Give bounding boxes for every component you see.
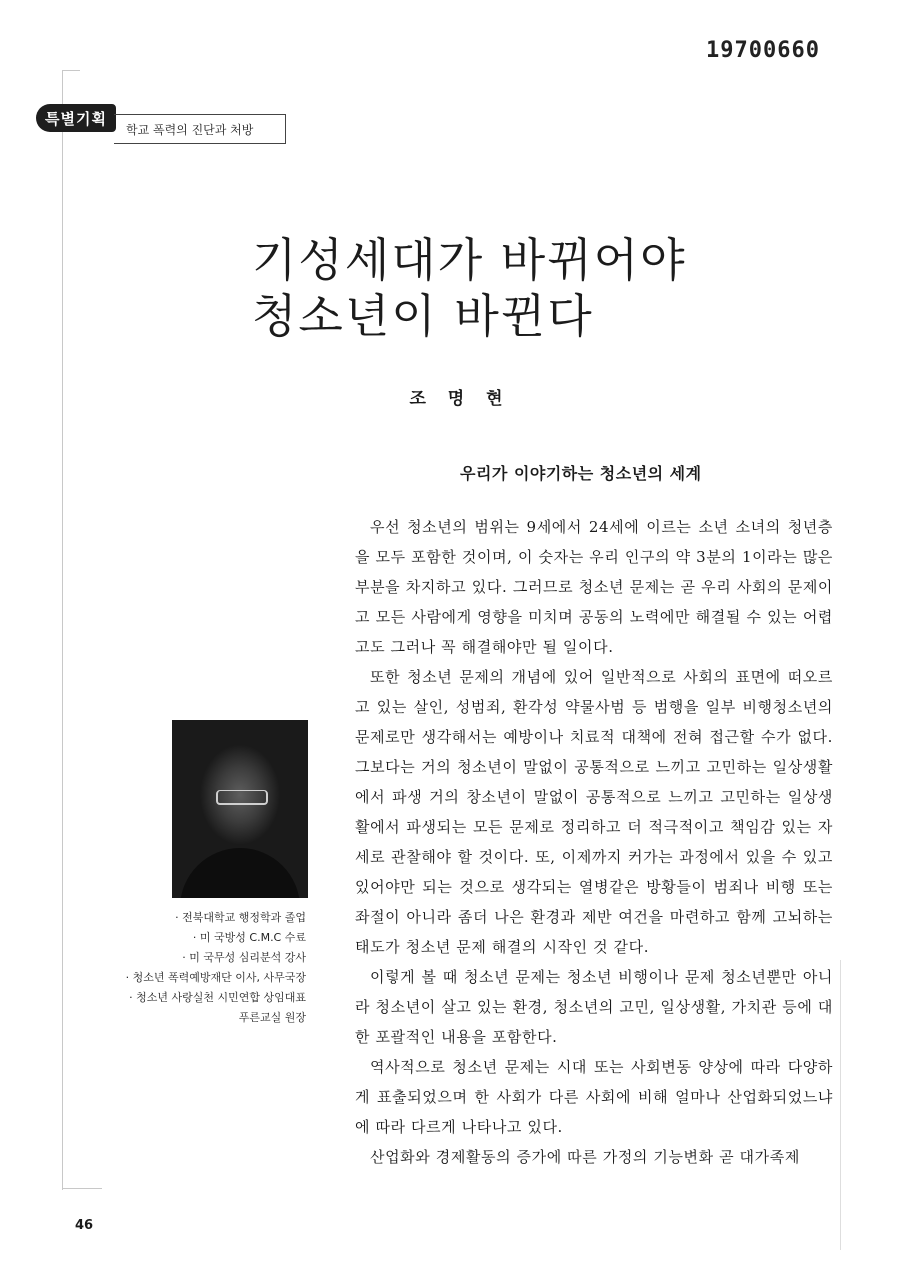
left-margin-rule <box>62 70 63 1190</box>
page-number: 46 <box>75 1218 94 1233</box>
right-margin-rule <box>840 960 841 1250</box>
section-heading: 우리가 이야기하는 청소년의 세계 <box>460 464 702 483</box>
author-photo <box>172 720 308 898</box>
document-number: 19700660 <box>706 38 820 63</box>
article-title <box>252 232 752 344</box>
bio-item: · 미 국방성 C.M.C 수료 <box>192 931 306 944</box>
paragraph: 이렇게 볼 때 청소년 문제는 청소년 비행이나 문제 청소년뿐만 아니라 청소년이 살고 있는 환경, 청소년의 고민, 일상생활, 가치관 등에 대한 포괄적인 내용을 포함한다. <box>355 968 833 1046</box>
paragraph: 또한 청소년 문제의 개념에 있어 일반적으로 사회의 표면에 떠오르고 있는 살인, 성범죄, 환각성 약물사범 등 범행을 일부 비행청소년의 문제로만 생각해서는 예방이나 치료적 대책에 전혀 접근할 수가 없다. 그보다는 거의 청소년이 말없이 공통적으로 느끼고 고민하는 일상생활에서 파생 거의 창소년이 말없이 공통적으로 느끼고 고민하는 일상생활에서 파생되는 모든 문제로 정리하고 더 적극적이고 책임감 있는 자세로 관찰해야 할 것이다. 또, 이제까지 커가는 과정에서 있을 수 있고 있어야만 되는 것으로 생각되는 열병같은 방황들이 범죄나 비행 또는 좌절이 아니라 좀더 나은 환경과 제반 여건을 마련하고 함께 고뇌하는 태도가 청소년 문제 해결의 시작인 것 같다. <box>355 668 833 956</box>
title-line-1: 기성세대가 바뀌어야 <box>252 233 687 287</box>
paragraph: 산업화와 경제활동의 증가에 따른 가정의 기능변화 곧 대가족제 <box>370 1148 800 1166</box>
title-line-2: 청소년이 바뀐다 <box>252 289 594 343</box>
top-margin-tick <box>62 70 80 71</box>
bio-item: · 청소년 폭력예방재단 이사, 사무국장 <box>125 971 306 984</box>
bottom-margin-tick <box>62 1188 102 1189</box>
author-bio-list <box>80 908 306 1028</box>
series-tag: 특별기획 <box>36 104 116 132</box>
author-name: 조 명 현 <box>409 389 511 409</box>
bio-item: · 전북대학교 행정학과 졸업 <box>175 911 306 924</box>
bio-item: · 청소년 사랑실천 시민연합 상임대표 <box>129 991 306 1004</box>
glasses-detail <box>216 790 268 805</box>
article-body <box>355 512 833 1172</box>
bio-item: 푸른교실 원장 <box>238 1011 306 1024</box>
series-subtitle: 학교 폭력의 진단과 처방 <box>114 114 286 144</box>
paragraph: 역사적으로 청소년 문제는 시대 또는 사회변동 양상에 따라 다양하게 표출되었으며 한 사회가 다른 사회에 비해 얼마나 산업화되었느냐에 따라 다르게 나타나고 있다. <box>355 1058 833 1136</box>
paragraph: 우선 청소년의 범위는 9세에서 24세에 이르는 소년 소녀의 청년층을 모두 포함한 것이며, 이 숫자는 우리 인구의 약 3분의 1이라는 많은 부분을 차지하고 있다. 그러므로 청소년 문제는 곧 우리 사회의 문제이고 모든 사람에게 영향을 미치며 공동의 노력에만 해결될 수 있는 어렵고도 그러나 꼭 해결해야만 될 일이다. <box>355 518 833 656</box>
bio-item: · 미 국무성 심리분석 강사 <box>182 951 306 964</box>
suit-detail <box>180 848 300 898</box>
